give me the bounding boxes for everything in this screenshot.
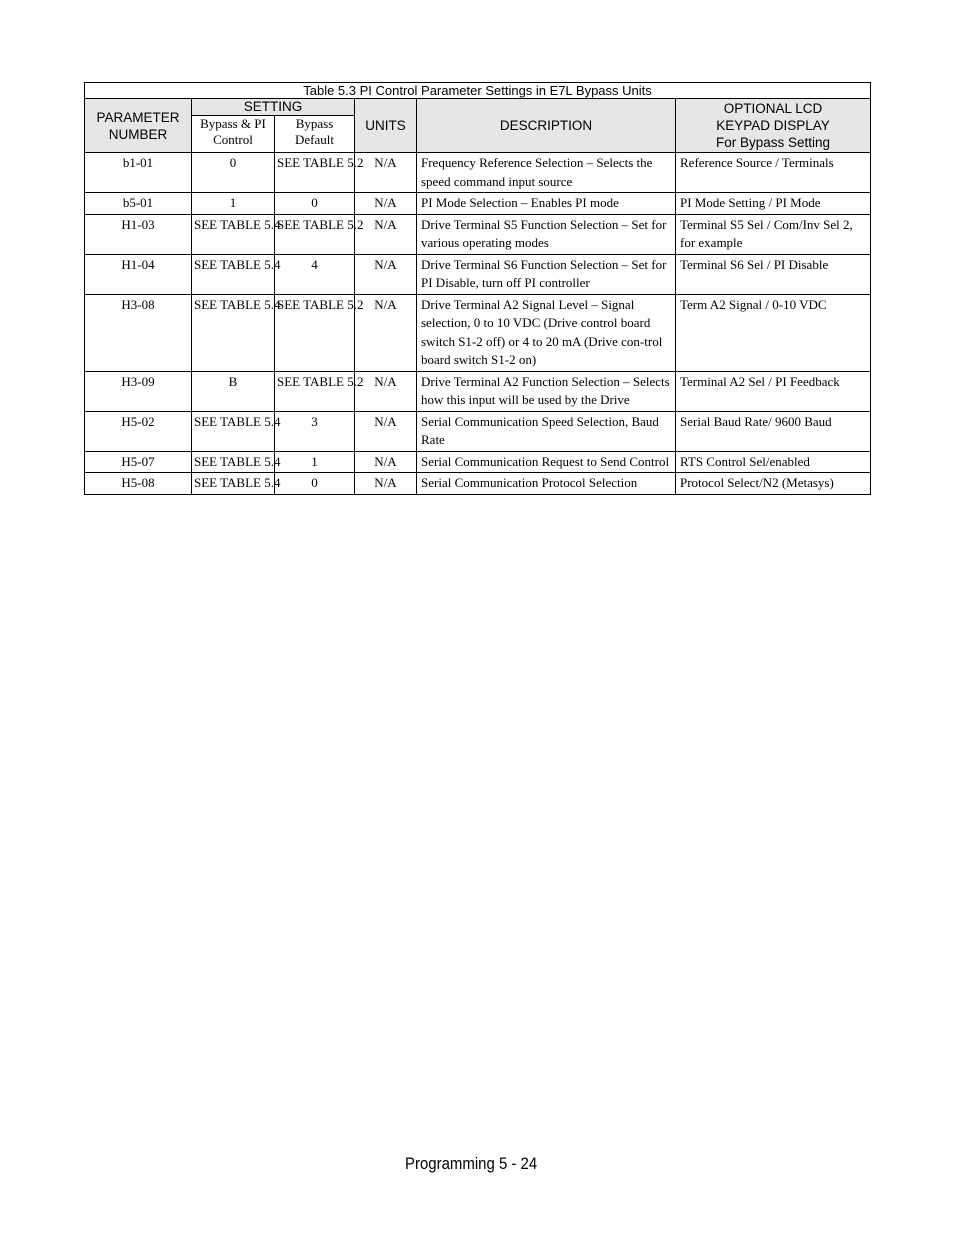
bypass-pi-control-cell: SEE TABLE 5.4: [192, 411, 275, 451]
description-cell: Drive Terminal A2 Function Selection – Selects how this input will be used by the Drive: [417, 371, 676, 411]
parameter-number-cell: b1-01: [85, 153, 192, 193]
description-cell: Drive Terminal S6 Function Selection – Set for PI Disable, turn off PI controller: [417, 254, 676, 294]
units-cell: N/A: [355, 214, 417, 254]
bypass-default-cell: SEE TABLE 5.2: [275, 153, 355, 193]
bypass-pi-control-header: Bypass & PI Control: [192, 115, 275, 152]
bypass-default-cell: 0: [275, 473, 355, 495]
bypass-pi-control-cell: SEE TABLE 5.4: [192, 451, 275, 473]
parameter-number-header: PARAMETER NUMBER: [85, 99, 192, 153]
parameter-number-cell: H5-02: [85, 411, 192, 451]
lcd-header-line1: OPTIONAL LCD: [723, 101, 823, 116]
parameter-number-cell: H5-07: [85, 451, 192, 473]
lcd-display-cell: RTS Control Sel/enabled: [676, 451, 871, 473]
parameter-table: [84, 82, 871, 495]
bypass-pi-control-cell: B: [192, 371, 275, 411]
description-cell: PI Mode Selection – Enables PI mode: [417, 193, 676, 215]
bypass-pi-control-cell: SEE TABLE 5.4: [192, 214, 275, 254]
description-cell: Drive Terminal A2 Signal Level – Signal selection, 0 to 10 VDC (Drive control board switch S1-2 off) or 4 to 20 mA (Drive con-trol board switch S1-2 on): [417, 294, 676, 371]
table-body: [85, 153, 871, 495]
parameter-number-cell: H3-09: [85, 371, 192, 411]
table-row: [85, 371, 871, 411]
lcd-header-line3: For Bypass Setting: [715, 135, 831, 150]
header-row: [85, 99, 871, 116]
setting-header: SETTING: [192, 99, 355, 116]
bypass-pi-control-cell: SEE TABLE 5.4: [192, 254, 275, 294]
lcd-display-cell: Terminal S5 Sel / Com/Inv Sel 2, for example: [676, 214, 871, 254]
lcd-display-cell: Term A2 Signal / 0-10 VDC: [676, 294, 871, 371]
description-cell: Drive Terminal S5 Function Selection – Set for various operating modes: [417, 214, 676, 254]
bypass-default-cell: 4: [275, 254, 355, 294]
description-cell: Serial Communication Speed Selection, Baud Rate: [417, 411, 676, 451]
table-row: [85, 254, 871, 294]
parameter-number-cell: H5-08: [85, 473, 192, 495]
bypass-default-cell: 3: [275, 411, 355, 451]
bypass-default-header: Bypass Default: [275, 115, 355, 152]
lcd-display-cell: Terminal S6 Sel / PI Disable: [676, 254, 871, 294]
units-cell: N/A: [355, 294, 417, 371]
lcd-display-cell: Serial Baud Rate/ 9600 Baud: [676, 411, 871, 451]
page-footer: Programming 5 - 24: [405, 1154, 538, 1173]
parameter-number-cell: H3-08: [85, 294, 192, 371]
table-row: [85, 153, 871, 193]
lcd-display-header: [676, 99, 871, 153]
parameter-number-cell: H1-04: [85, 254, 192, 294]
description-header: DESCRIPTION: [417, 99, 676, 153]
bypass-default-cell: SEE TABLE 5.2: [275, 214, 355, 254]
lcd-header-line2: KEYPAD DISPLAY: [716, 118, 830, 133]
bypass-pi-control-cell: SEE TABLE 5.4: [192, 473, 275, 495]
lcd-display-cell: Reference Source / Terminals: [676, 153, 871, 193]
lcd-display-cell: Protocol Select/N2 (Metasys): [676, 473, 871, 495]
table-row: [85, 451, 871, 473]
table-title: Table 5.3 PI Control Parameter Settings in E7L Bypass Units: [85, 83, 871, 99]
units-header: UNITS: [355, 99, 417, 153]
table-row: [85, 411, 871, 451]
table-row: [85, 214, 871, 254]
lcd-display-cell: Terminal A2 Sel / PI Feedback: [676, 371, 871, 411]
units-cell: N/A: [355, 254, 417, 294]
units-cell: N/A: [355, 451, 417, 473]
lcd-display-cell: PI Mode Setting / PI Mode: [676, 193, 871, 215]
units-cell: N/A: [355, 371, 417, 411]
bypass-default-cell: SEE TABLE 5.2: [275, 371, 355, 411]
bypass-pi-control-cell: SEE TABLE 5.4: [192, 294, 275, 371]
table-title-row: [85, 83, 871, 99]
description-cell: Frequency Reference Selection – Selects the speed command input source: [417, 153, 676, 193]
table-row: [85, 473, 871, 495]
bypass-default-cell: 0: [275, 193, 355, 215]
parameter-number-cell: b5-01: [85, 193, 192, 215]
units-cell: N/A: [355, 153, 417, 193]
bypass-pi-control-cell: 1: [192, 193, 275, 215]
bypass-default-cell: 1: [275, 451, 355, 473]
description-cell: Serial Communication Request to Send Control: [417, 451, 676, 473]
units-cell: N/A: [355, 193, 417, 215]
table-row: [85, 193, 871, 215]
bypass-pi-control-cell: 0: [192, 153, 275, 193]
units-cell: N/A: [355, 473, 417, 495]
table-row: [85, 294, 871, 371]
description-cell: Serial Communication Protocol Selection: [417, 473, 676, 495]
units-cell: N/A: [355, 411, 417, 451]
bypass-default-cell: SEE TABLE 5.2: [275, 294, 355, 371]
parameter-number-cell: H1-03: [85, 214, 192, 254]
